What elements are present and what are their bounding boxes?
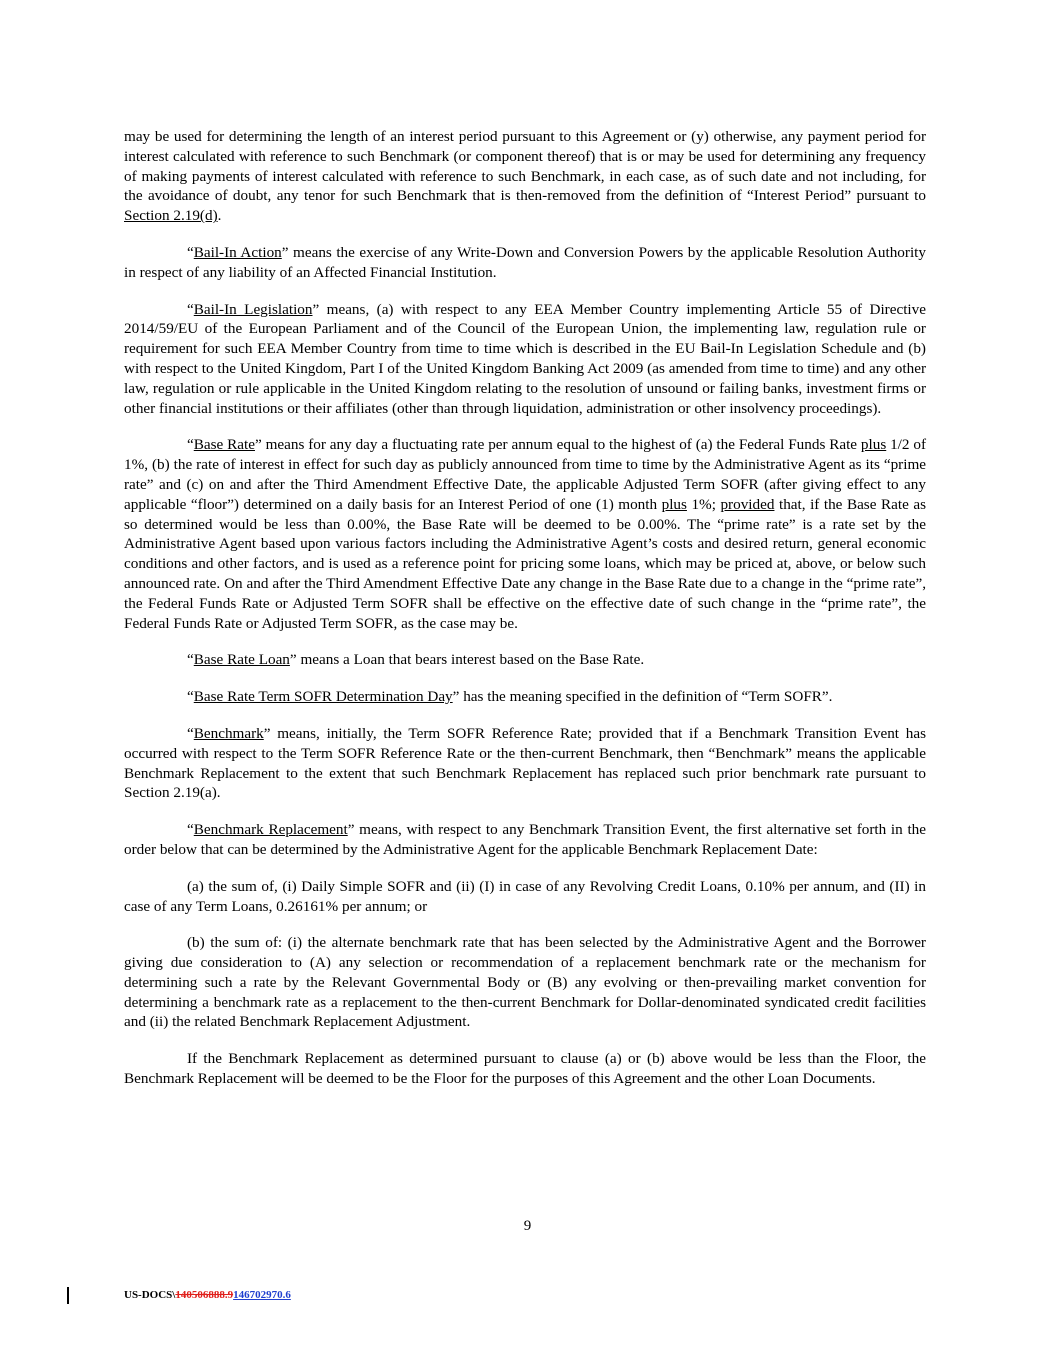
defined-term: Base Rate Loan xyxy=(193,651,290,669)
page-number: 9 xyxy=(523,1218,532,1234)
section-reference-link: Section 2.19(d) xyxy=(124,207,218,225)
clause-a: (a) the sum of, (i) Daily Simple SOFR and (ii) (I) in case of any Revolving Credit Loans, 0.10% per annum, and (II) in case of any Term Loans, 0.26161% per annum; or xyxy=(124,877,926,915)
inserted-doc-id: 146702970.6 xyxy=(233,1289,291,1301)
defined-term: Benchmark xyxy=(193,724,264,742)
change-bar-marker xyxy=(67,1287,69,1304)
document-body xyxy=(124,127,926,1106)
document-id-footer xyxy=(124,1289,291,1301)
clause-b: (b) the sum of: (i) the alternate benchmark rate that has been selected by the Administrative Agent and the Borrower giving due consideration to (A) any selection or recommendation of a replacement benchmark rate or the mechanism for determining such a rate by the Relevant Governmental Body or (B) any evolving or then-prevailing market convention for determining a benchmark rate as a replacement to the then-current Benchmark for Dollar-denominated syndicated credit facilities and (ii) the related Benchmark Replacement Adjustment. xyxy=(124,934,926,1031)
defined-term: Bail-In Action xyxy=(193,243,282,261)
definition-base-rate-term-sofr-determination-day: “Base Rate Term SOFR Determination Day” has the meaning specified in the definition of “Term SOFR”. xyxy=(187,688,833,706)
deleted-doc-id: 140506888.9 xyxy=(175,1289,234,1301)
definition-benchmark: “Benchmark” means, initially, the Term SOFR Reference Rate; provided that if a Benchmark Transition Event has occurred with respect to the Term SOFR Reference Rate or the then-current Benchmark, then “Benchmark” means the applicable Benchmark Replacement to the extent that such Benchmark Replacement has replaced such prior benchmark rate pursuant to Section 2.19(a). xyxy=(124,724,926,802)
definition-bail-in-legislation: “Bail-In Legislation” means, (a) with respect to any EEA Member Country implementing Article 55 of Directive 2014/59/EU of the European Parliament and of the Council of the European Union, the implementing law, regulation rule or requirement for such EEA Member Country from time to time which is described in the EU Bail-In Legislation Schedule and (b) with respect to the United Kingdom, Part I of the United Kingdom Banking Act 2009 (as amended from time to time) and any other law, regulation or rule applicable in the United Kingdom relating to the resolution of unsound or failing banks, investment firms or other financial institutions or their affiliates (other than through liquidation, administration or other insolvency proceedings). xyxy=(124,300,926,417)
emphasis-plus: plus xyxy=(860,436,887,454)
doc-id-prefix: US-DOCS\ xyxy=(124,1289,176,1301)
emphasis-plus: plus xyxy=(661,495,687,513)
definition-bail-in-action: “Bail-In Action” means the exercise of any Write-Down and Conversion Powers by the applicable Resolution Authority in respect of any liability of an Affected Financial Institution. xyxy=(124,243,926,281)
definition-benchmark-replacement: “Benchmark Replacement” means, with respect to any Benchmark Transition Event, the first alternative set forth in the order below that can be determined by the Administrative Agent for the applicable Benchmark Replacement Date: xyxy=(124,821,927,858)
defined-term: Benchmark Replacement xyxy=(193,821,348,839)
floor-paragraph: If the Benchmark Replacement as determined pursuant to clause (a) or (b) above would be less than the Floor, the Benchmark Replacement will be deemed to be the Floor for the purposes of this Agreement and the other Loan Documents. xyxy=(124,1050,926,1088)
emphasis-provided: provided xyxy=(720,495,775,513)
definition-base-rate: “Base Rate” means for any day a fluctuating rate per annum equal to the highest of (a) the Federal Funds Rate plus 1/2 of 1%, (b) the rate of interest in effect for such day as publicly announced from time to time by the Administrative Agent as its “prime rate” and (c) on and after the Third Amendment Effective Date, the applicable Adjusted Term SOFR (after giving effect to any applicable “floor”) determined on a daily basis for an Interest Period of one (1) month plus 1%; provided that, if the Base Rate as so determined would be less than 0.00%, the Base Rate will be deemed to be 0.00%. The “prime rate” is a rate set by the Administrative Agent based upon various factors including the Administrative Agent’s costs and desired return, general economic conditions and other factors, and is used as a reference point for pricing some loans, which may be priced at, above, or below such announced rate. On and after the Third Amendment Effective Date any change in the Base Rate due to a change in the “prime rate”, the Federal Funds Rate or Adjusted Term SOFR shall be effective on the effective date of such change in the “prime rate”, the Federal Funds Rate or Adjusted Term SOFR, as the case may be. xyxy=(124,436,927,632)
defined-term: Base Rate xyxy=(193,436,255,454)
paragraph-continuation: may be used for determining the length of an interest period pursuant to this Agreement or (y) otherwise, any payment period for interest calculated with reference to such Benchmark (or component thereof) that is or may be used for determining any frequency of making payments of interest calculated with reference to such Benchmark, in each case, as of such date and not including, for the avoidance of doubt, any tenor for such Benchmark that is then-removed from the definition of “Interest Period” pursuant to Section 2.19(d). xyxy=(124,128,926,225)
defined-term: Bail-In Legislation xyxy=(193,300,313,318)
defined-term: Base Rate Term SOFR Determination Day xyxy=(193,688,453,706)
definition-base-rate-loan: “Base Rate Loan” means a Loan that bears interest based on the Base Rate. xyxy=(187,651,645,669)
